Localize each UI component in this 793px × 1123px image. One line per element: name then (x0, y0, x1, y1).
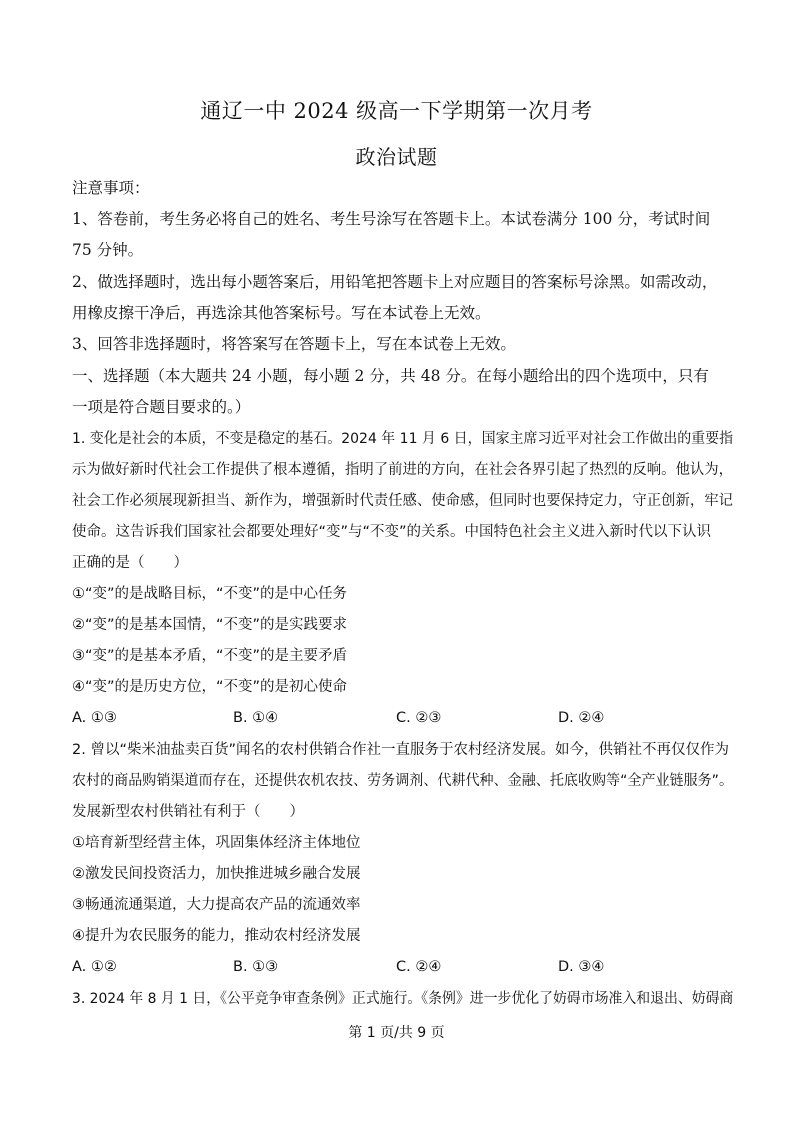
q1-statement: ②“变”的是基本国情，“不变”的是实践要求 (72, 617, 348, 633)
notice-line: 3、回答非选择题时，将答案写在答题卡上，写在本试卷上无效。 (72, 335, 516, 353)
q1-stem-line: 正确的是（ ） (72, 555, 188, 571)
notice-line: 75 分钟。 (72, 241, 144, 259)
page-number: 第 1 页/共 9 页 (348, 1025, 445, 1041)
notice-line: 用橡皮擦干净后，再选涂其他答案标号。写在本试卷上无效。 (72, 304, 491, 322)
section-heading: 一项是符合题目要求的。） (72, 398, 251, 416)
q1-stem-line: 示为做好新时代社会工作提供了根本遵循，指明了前进的方向，在社会各界引起了热烈的反响。他认为， (72, 462, 733, 478)
q2-statement: ②激发民间投资活力，加快推进城乡融合发展 (72, 866, 361, 882)
q2-stem-line: 发展新型农村供销社有利于（ ） (72, 804, 304, 820)
notice-heading: 注意事项： (72, 179, 150, 197)
q1-statement: ④“变”的是历史方位，“不变”的是初心使命 (72, 679, 348, 695)
q2-option-b: B. ①③ (233, 959, 279, 975)
q1-option-d: D. ②④ (558, 710, 605, 726)
q1-stem-line: 社会工作必须展现新担当、新作为，增强新时代责任感、使命感，但同时也要保持定力，守正创新，牢记 (72, 493, 733, 509)
q2-statement: ①培育新型经营主体，巩固集体经济主体地位 (72, 835, 361, 851)
q3-stem-line: 3. 2024 年 8 月 1 日，《公平竞争审查条例》正式施行。《条例》进一步优化了妨碍市场准入和退出、妨碍商 (72, 991, 734, 1007)
q1-option-b: B. ①④ (233, 710, 279, 726)
q2-stem-line: 农村的商品购销渠道而存在，还提供农机农技、劳务调剂、代耕代种、金融、托底收购等“全产业链服务”。 (72, 773, 734, 789)
q2-statement: ④提升为农民服务的能力，推动农村经济发展 (72, 928, 361, 944)
q1-statement: ①“变”的是战略目标，“不变”的是中心任务 (72, 586, 348, 602)
q2-option-d: D. ③④ (558, 959, 605, 975)
q1-option-a: A. ①③ (72, 710, 117, 726)
notice-line: 2、做选择题时，选出每小题答案后，用铅笔把答题卡上对应题目的答案标号涂黑。如需改动， (72, 273, 718, 291)
section-heading: 一、选择题（本大题共 24 小题，每小题 2 分，共 48 分。在每小题给出的四个选项中，只有 (72, 367, 709, 385)
q2-option-c: C. ②④ (396, 959, 442, 975)
q1-option-c: C. ②③ (396, 710, 442, 726)
q2-stem-line: 2. 曾以“柴米油盐卖百货”闻名的农村供销合作社一直服务于农村经济发展。如今，供销社不再仅仅作为 (72, 742, 729, 758)
q1-stem-line: 使命。这告诉我们国家社会都要处理好“变”与“不变”的关系。中国特色社会主义进入新时代以下认识 (72, 524, 712, 540)
exam-subtitle: 政治试题 (355, 145, 438, 169)
q2-option-a: A. ①② (72, 959, 117, 975)
exam-title: 通辽一中 2024 级高一下学期第一次月考 (200, 99, 593, 123)
q1-stem-line: 1. 变化是社会的本质，不变是稳定的基石。2024 年 11 月 6 日，国家主席习近平对社会工作做出的重要指 (72, 431, 734, 447)
q2-statement: ③畅通流通渠道，大力提高农产品的流通效率 (72, 897, 361, 913)
q1-statement: ③“变”的是基本矛盾，“不变”的是主要矛盾 (72, 648, 348, 664)
notice-line: 1、答卷前，考生务必将自己的姓名、考生号涂写在答题卡上。本试卷满分 100 分，考试时间 (72, 210, 711, 228)
